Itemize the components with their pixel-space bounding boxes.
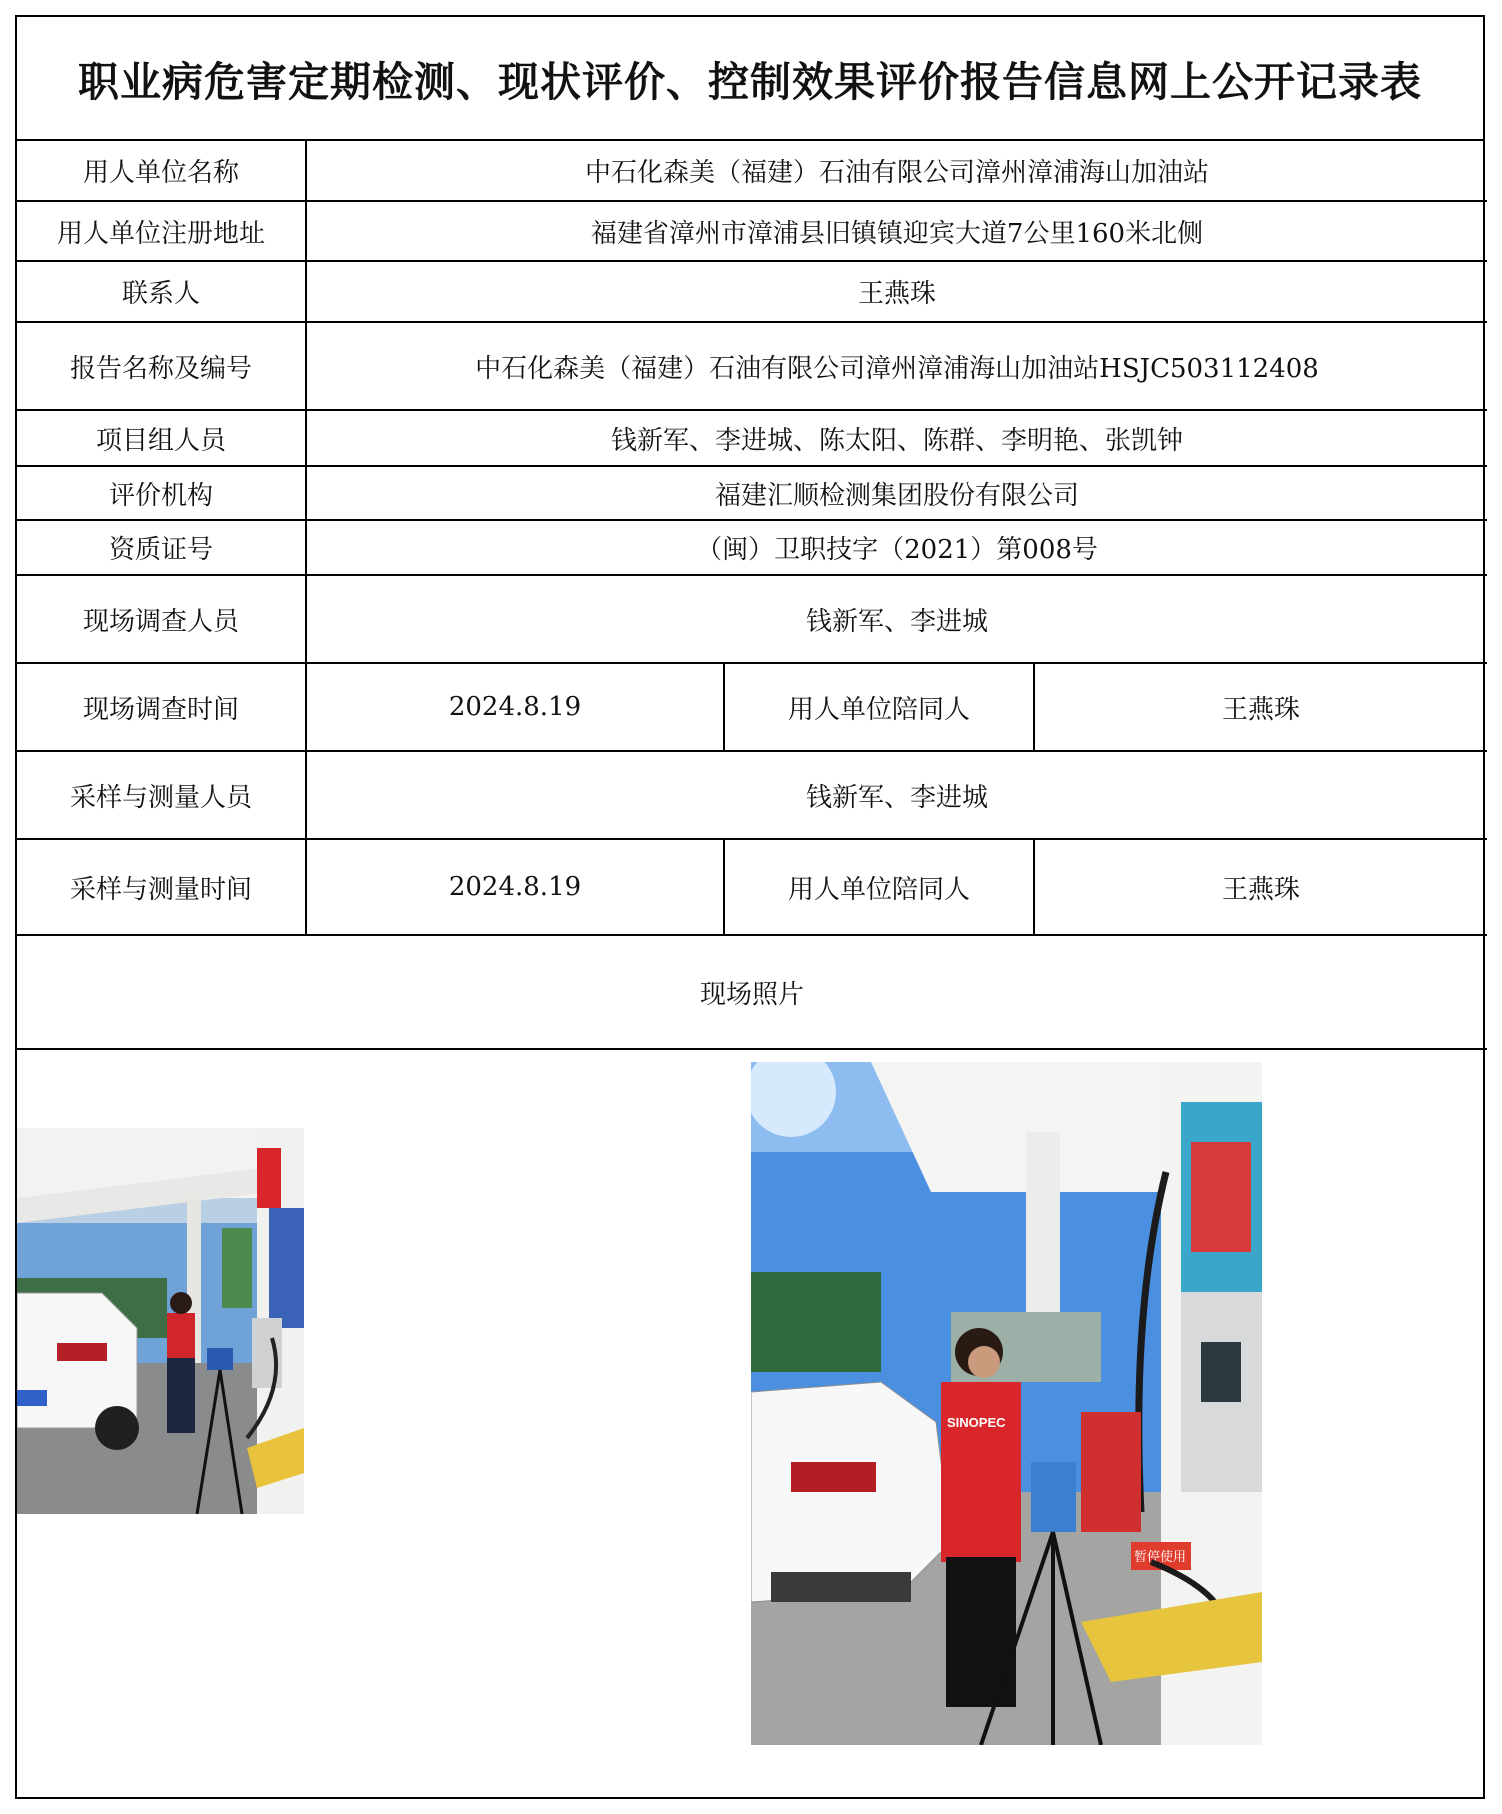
sign-text: 暂停使用 bbox=[1134, 1550, 1187, 1565]
row-label: 资质证号 bbox=[17, 520, 306, 575]
table-row bbox=[17, 261, 1487, 322]
row-label: 报告名称及编号 bbox=[17, 322, 306, 410]
contact-value: 王燕珠 bbox=[306, 261, 1487, 322]
table-row bbox=[17, 410, 1487, 466]
info-table bbox=[17, 141, 1487, 1050]
sampling-time-value: 2024.8.19 bbox=[306, 839, 724, 935]
survey-companion-value: 王燕珠 bbox=[1034, 663, 1487, 751]
vest-brand-text: SINOPEC bbox=[947, 1415, 1006, 1430]
row-label: 采样与测量人员 bbox=[17, 751, 306, 839]
page-title: 职业病危害定期检测、现状评价、控制效果评价报告信息网上公开记录表 bbox=[17, 17, 1483, 141]
gas-station-photo-illustration bbox=[751, 1062, 1262, 1745]
row-label: 联系人 bbox=[17, 261, 306, 322]
table-row bbox=[17, 322, 1487, 410]
row-label: 评价机构 bbox=[17, 466, 306, 520]
team-value: 钱新军、李进城、陈太阳、陈群、李明艳、张凯钟 bbox=[306, 410, 1487, 466]
table-row bbox=[17, 751, 1487, 839]
table-row bbox=[17, 466, 1487, 520]
table-row bbox=[17, 839, 1487, 935]
survey-time-value: 2024.8.19 bbox=[306, 663, 724, 751]
row-label: 用人单位注册地址 bbox=[17, 201, 306, 261]
employer-name-value: 中石化森美（福建）石油有限公司漳州漳浦海山加油站 bbox=[306, 141, 1487, 201]
row-label: 项目组人员 bbox=[17, 410, 306, 466]
table-row bbox=[17, 575, 1487, 663]
companion-label: 用人单位陪同人 bbox=[724, 839, 1034, 935]
photo-area bbox=[17, 1049, 1483, 1799]
site-photo-2 bbox=[751, 1062, 1262, 1745]
companion-label: 用人单位陪同人 bbox=[724, 663, 1034, 751]
row-label: 现场调查时间 bbox=[17, 663, 306, 751]
row-label: 现场调查人员 bbox=[17, 575, 306, 663]
employer-address-value: 福建省漳州市漳浦县旧镇镇迎宾大道7公里160米北侧 bbox=[306, 201, 1487, 261]
survey-staff-value: 钱新军、李进城 bbox=[306, 575, 1487, 663]
gas-station-photo-illustration bbox=[17, 1128, 304, 1514]
row-label: 采样与测量时间 bbox=[17, 839, 306, 935]
report-value: 中石化森美（福建）石油有限公司漳州漳浦海山加油站HSJC503112408 bbox=[306, 322, 1487, 410]
row-label: 用人单位名称 bbox=[17, 141, 306, 201]
license-value: （闽）卫职技字（2021）第008号 bbox=[306, 520, 1487, 575]
table-row bbox=[17, 935, 1487, 1049]
table-row bbox=[17, 663, 1487, 751]
table-row bbox=[17, 520, 1487, 575]
record-sheet bbox=[15, 15, 1485, 1799]
table-row bbox=[17, 141, 1487, 201]
photos-heading: 现场照片 bbox=[17, 935, 1487, 1049]
sampling-staff-value: 钱新军、李进城 bbox=[306, 751, 1487, 839]
agency-value: 福建汇顺检测集团股份有限公司 bbox=[306, 466, 1487, 520]
site-photo-1 bbox=[17, 1128, 304, 1514]
table-row bbox=[17, 201, 1487, 261]
sampling-companion-value: 王燕珠 bbox=[1034, 839, 1487, 935]
